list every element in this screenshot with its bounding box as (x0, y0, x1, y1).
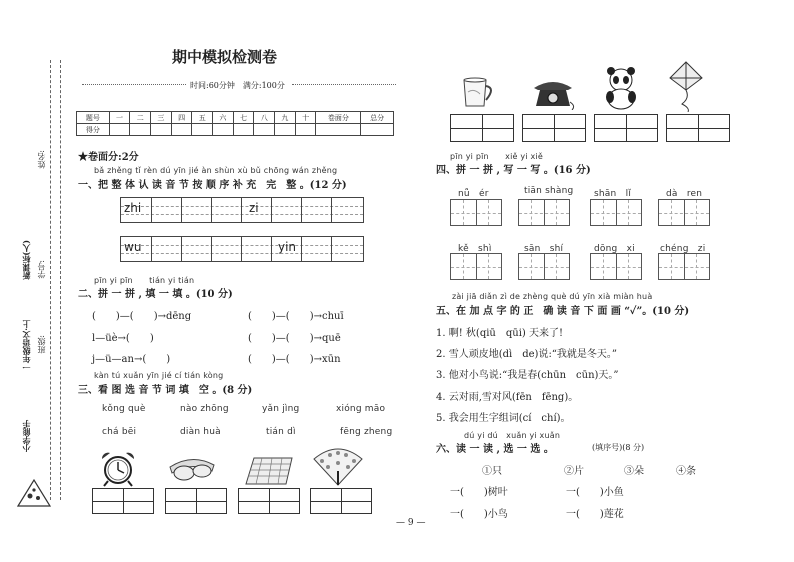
q3-word: fēng zheng (340, 427, 393, 437)
score-table-header: 题号 (77, 112, 110, 124)
q1-syllable-wu: wu (124, 240, 142, 254)
glasses-image (166, 453, 218, 485)
q4-tianzige[interactable] (658, 253, 710, 280)
q6-line: 一( )小鱼 (566, 487, 624, 498)
q5-pinyin: zài jiā diǎn zì de zhèng què dú yīn xià miàn huà (452, 292, 653, 301)
score-table-header: 二 (130, 112, 151, 124)
q5-item: 4. 云对雨,雪对风(fēn fēng)。 (436, 392, 579, 403)
telephone-image (530, 76, 576, 110)
q4-title: 四、拼 一 拼 , 写 一 写 。(16 分) (436, 165, 591, 176)
q3-word: yǎn jìng (262, 404, 300, 414)
score-table-header: 卷面分 (316, 112, 361, 124)
q4-pinyin: pīn yi pīn xiě yi xiě (450, 152, 543, 161)
q6-option: ④条 (676, 466, 696, 477)
score-cell[interactable] (295, 124, 316, 136)
q4-word: shān lǐ (594, 189, 632, 199)
q3-answer-box-right[interactable] (450, 114, 514, 142)
score-table-header: 九 (275, 112, 296, 124)
panda-image (598, 64, 644, 110)
q4-word: sān shí (524, 244, 564, 254)
score-table-header: 三 (151, 112, 172, 124)
score-table-header: 四 (171, 112, 192, 124)
q4-word: tiān shàng (524, 186, 574, 196)
q5-title: 五、在 加 点 字 的 正 确 读 音 下 面 画 “✓”。(10 分) (436, 306, 690, 317)
score-table-header: 总分 (361, 112, 394, 124)
q5-item: 3. 他对小鸟说:“我是春(chūn cūn)天。” (436, 370, 619, 381)
alarm-clock-image (96, 449, 140, 487)
q4-word: kě shì (458, 244, 492, 254)
q3-pinyin: kàn tú xuǎn yīn jié cí tián kòng (94, 371, 224, 380)
id-label: 学号: (37, 260, 46, 279)
q3-answer-box[interactable] (165, 488, 227, 514)
sidebar-fold-line-2 (60, 60, 61, 500)
edition-label: 新课标(人) (21, 240, 31, 280)
score-table-header: 五 (192, 112, 213, 124)
score-cell[interactable] (233, 124, 254, 136)
name-label: 姓名: (37, 150, 46, 169)
q3-word: chá bēi (102, 427, 137, 437)
divider (292, 84, 396, 85)
page-title: 期中模拟检测卷 (172, 48, 278, 66)
q2-item-2a: l—üè→( ) (92, 333, 154, 344)
score-table-header: 六 (213, 112, 234, 124)
score-cell[interactable] (109, 124, 130, 136)
score-cell[interactable] (316, 124, 361, 136)
q3-answer-box-right[interactable] (594, 114, 658, 142)
q6-option: ①只 (482, 466, 502, 477)
score-table-header: 十 (295, 112, 316, 124)
score-cell[interactable] (361, 124, 394, 136)
score-cell[interactable] (171, 124, 192, 136)
neatness-score: ★卷面分:2分 (78, 152, 139, 163)
q4-tianzige[interactable] (590, 253, 642, 280)
q2-item-1b: ( )—( )→chuī (248, 311, 344, 322)
score-table-header: 七 (233, 112, 254, 124)
q4-tianzige[interactable] (518, 199, 570, 226)
q6-pinyin: dú yi dú xuǎn yi xuǎn (464, 431, 561, 440)
score-cell[interactable] (213, 124, 234, 136)
field-image (244, 454, 294, 486)
q3-answer-box-right[interactable] (522, 114, 586, 142)
q4-word: chéng zi (660, 244, 706, 254)
q4-tianzige[interactable] (450, 253, 502, 280)
score-table (76, 111, 394, 136)
q3-word: diàn huà (180, 427, 221, 437)
q3-answer-box-right[interactable] (666, 114, 730, 142)
q4-word: dà ren (666, 189, 703, 199)
q3-word: xióng māo (336, 404, 386, 414)
score-cell[interactable] (130, 124, 151, 136)
q6-line: 一( )莲花 (566, 509, 624, 520)
q3-word: kǒng què (102, 404, 146, 414)
q4-tianzige[interactable] (658, 199, 710, 226)
q3-answer-box[interactable] (238, 488, 300, 514)
q2-item-3b: ( )—( )→xūn (248, 354, 341, 365)
q2-item-3a: j—ü—an→( ) (92, 354, 171, 365)
q1-writing-grid-1 (120, 197, 364, 223)
q1-writing-grid-2 (120, 236, 364, 262)
q6-title: 六、读 一 读 , 选 一 选 。 (436, 444, 554, 455)
peacock-image (310, 445, 366, 487)
score-cell[interactable] (192, 124, 213, 136)
q1-syllable-zi: zi (249, 201, 259, 215)
score-table-header: 八 (254, 112, 275, 124)
q1-syllable-zhi: zhi (124, 201, 142, 215)
score-table-row-label: 得分 (77, 124, 110, 136)
q5-item: 2. 雪人顽皮地(dì de)说:“我就是冬天。” (436, 349, 618, 360)
q2-item-2b: ( )—( )→quē (248, 333, 341, 344)
q6-option: ②片 (564, 466, 584, 477)
score-table-header: 一 (109, 112, 130, 124)
q4-word: dōng xi (594, 244, 635, 254)
q6-line: 一( )树叶 (450, 487, 508, 498)
page-number: — 9 — (396, 518, 426, 528)
brand-label: 小学能手 (21, 420, 31, 452)
q2-title: 二、拼 一 拼 , 填 一 填 。(10 分) (78, 289, 233, 300)
score-cell[interactable] (254, 124, 275, 136)
score-cell[interactable] (275, 124, 296, 136)
q4-tianzige[interactable] (590, 199, 642, 226)
kite-image (666, 60, 706, 112)
q5-item: 1. 啊! 秋(qiū qūi) 天来了! (436, 328, 563, 339)
q3-word: nào zhōng (180, 404, 229, 414)
divider (82, 84, 186, 85)
q3-word: tián dì (266, 427, 296, 437)
q3-answer-box[interactable] (92, 488, 154, 514)
q4-tianzige[interactable] (450, 199, 502, 226)
q3-answer-box[interactable] (310, 488, 372, 514)
q1-title: 一、把 整 体 认 读 音 节 按 顺 序 补 充 完 整 。(12 分) (78, 180, 347, 191)
sidebar-fold-line (50, 60, 51, 500)
q6-note: (填序号)(8 分) (592, 443, 645, 452)
q5-item: 5. 我会用生字组词(cí chí)。 (436, 413, 571, 424)
q1-pinyin: bǎ zhěng tǐ rèn dú yīn jié àn shùn xù bǔ chōng wán zhěng (94, 166, 338, 175)
q1-syllable-yin: yin (278, 240, 297, 254)
q2-pinyin: pīn yi pīn tián yi tián (94, 276, 195, 285)
exam-info: 时间:60分钟 满分:100分 (190, 81, 285, 90)
grade-label: 一年级语文·上 (21, 320, 31, 371)
q6-option: ③朵 (624, 466, 644, 477)
brand-logo-icon (14, 476, 54, 510)
class-label: 班级: (37, 335, 46, 354)
q4-word: nǚ ér (458, 189, 489, 199)
q4-tianzige[interactable] (518, 253, 570, 280)
score-cell[interactable] (151, 124, 172, 136)
tea-cup-image (460, 74, 498, 110)
q2-item-1a: ( )—( )→dēng (92, 311, 192, 322)
q3-title: 三、看 图 选 音 节 词 填 空 。(8 分) (78, 385, 253, 396)
q6-line: 一( )小鸟 (450, 509, 508, 520)
